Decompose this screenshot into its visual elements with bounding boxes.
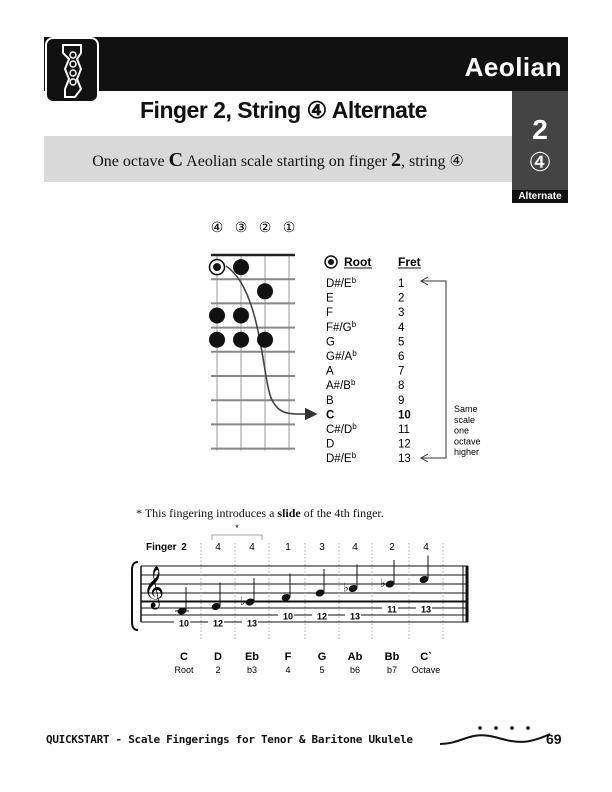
scale-degree: Root <box>174 665 194 675</box>
scale-note-name: G <box>317 651 327 663</box>
string-label: ③ <box>234 219 248 235</box>
scale-note-name: D <box>214 651 222 663</box>
scale-degree: 2 <box>215 665 221 675</box>
tab-fret-number: 10 <box>178 618 190 629</box>
flat-accidental: ♭ <box>380 576 386 590</box>
fret-number: 11 <box>398 424 410 436</box>
scale-degree: b3 <box>246 665 258 675</box>
slide-bracket <box>212 535 262 540</box>
note-name: F <box>326 307 334 320</box>
scale-degree: b7 <box>386 665 398 675</box>
fret-number: 9 <box>398 394 405 407</box>
side-tab-string: ④ <box>528 147 552 177</box>
tab-fret-number: 12 <box>316 611 328 622</box>
flat-sign: b <box>350 378 356 388</box>
note-name: $A\#/B^b$ <box>326 378 356 393</box>
octave-note-line: one <box>454 425 470 436</box>
fret-number: 10 <box>398 409 411 422</box>
octave-note-line: Same <box>454 404 478 414</box>
fret-number: 2 <box>398 292 405 305</box>
treble-clef-icon: 𝄞 <box>143 566 165 607</box>
flat-sign: b <box>351 451 357 461</box>
finger-number: 4 <box>249 542 255 553</box>
note-name: D <box>326 438 335 451</box>
note-name: E <box>326 292 334 305</box>
scale-note-name: F <box>284 651 292 663</box>
side-tab-number: 2 <box>532 114 548 145</box>
slide-marker: * <box>235 523 239 533</box>
tab-fret-number: 13 <box>420 604 432 615</box>
flat-sign: b <box>351 319 357 329</box>
string-label: ② <box>258 219 272 235</box>
fret-number: 3 <box>398 307 405 320</box>
scale-note-name: Eb <box>244 651 260 663</box>
subtitle-key: C <box>168 149 184 171</box>
finger-label: Finger <box>146 542 177 553</box>
footnote-emphasis: slide <box>277 506 301 520</box>
tab-fret-number: 11 <box>387 604 397 615</box>
tab-fret-number: 13 <box>246 618 258 629</box>
finger-number: 4 <box>352 542 358 553</box>
finger-number: 4 <box>215 542 221 553</box>
octave-note-line: scale <box>454 414 476 425</box>
tab-fret-number: 13 <box>349 611 361 622</box>
finger-number: 2 <box>389 542 395 553</box>
scale-note-name: Bb <box>384 651 400 663</box>
fret-number: 6 <box>398 351 405 363</box>
flat-sign: b <box>351 276 357 285</box>
side-tab-label: Alternate <box>512 190 568 203</box>
note-name: A <box>326 365 334 378</box>
subtitle-middle: Aeolian scale starting on finger <box>183 153 391 170</box>
scale-note-name: Ab <box>347 651 363 663</box>
fret-number: 12 <box>398 438 411 451</box>
fret-number: 7 <box>398 365 405 378</box>
subtitle-finger: 2 <box>391 149 401 171</box>
octave-note-line: octave <box>454 436 481 447</box>
fret-header: Fret <box>398 255 421 269</box>
root-header: Root <box>344 255 372 269</box>
fret-number: 5 <box>398 336 405 349</box>
note-name: $G\#/A^b$ <box>326 349 357 363</box>
scale-note-name: C` <box>420 651 432 663</box>
note-name: G <box>326 336 335 349</box>
flat-sign: b <box>352 349 357 358</box>
fret-number: 8 <box>398 380 405 393</box>
fret-number: 4 <box>398 321 405 334</box>
footer-title: QUICKSTART - Scale Fingerings for Tenor & Baritone Ukulele <box>46 733 413 746</box>
page-heading: Finger 2, String ④ Alternate <box>140 97 427 123</box>
subtitle-suffix: , string ④ <box>401 153 464 170</box>
string-label: ① <box>282 219 296 235</box>
octave-note-line: higher <box>454 447 480 458</box>
note-name: $F\#/G^b$ <box>326 319 357 334</box>
scale-degree: b6 <box>349 665 361 675</box>
footnote-suffix: of the 4th finger. <box>300 506 384 520</box>
note-name: $D\#/E^b$ <box>326 451 357 466</box>
note-name: $D\#/E^b$ <box>326 276 357 290</box>
flat-accidental: ♭ <box>343 580 349 595</box>
tab-fret-number: 10 <box>282 611 294 622</box>
string-label: ④ <box>210 219 224 235</box>
flat-accidental: ♭ <box>240 594 246 608</box>
scale-note-name: C <box>180 651 188 663</box>
note-name: $C\#/D^b$ <box>326 422 357 436</box>
page-number: 69 <box>546 731 562 747</box>
flat-sign: b <box>352 422 357 431</box>
system-brace <box>132 562 138 630</box>
finger-number: 3 <box>319 542 325 553</box>
scale-degree: Octave <box>411 665 441 675</box>
note-name: B <box>326 394 334 407</box>
finger-number: 1 <box>285 542 291 553</box>
scale-degree: 4 <box>285 665 291 675</box>
fret-number: 13 <box>398 453 411 466</box>
scale-degree: 5 <box>319 665 325 675</box>
footnote-prefix: * This fingering introduces a <box>136 506 278 520</box>
mode-title: Aeolian <box>464 52 562 82</box>
finger-number: 4 <box>423 542 429 553</box>
footer-wave-ornament <box>440 722 550 752</box>
finger-number: 2 <box>181 542 187 553</box>
subtitle-prefix: One octave <box>92 153 169 170</box>
tab-fret-number: 12 <box>212 618 224 629</box>
note-name: C <box>326 409 335 422</box>
fret-number: 1 <box>398 278 405 290</box>
